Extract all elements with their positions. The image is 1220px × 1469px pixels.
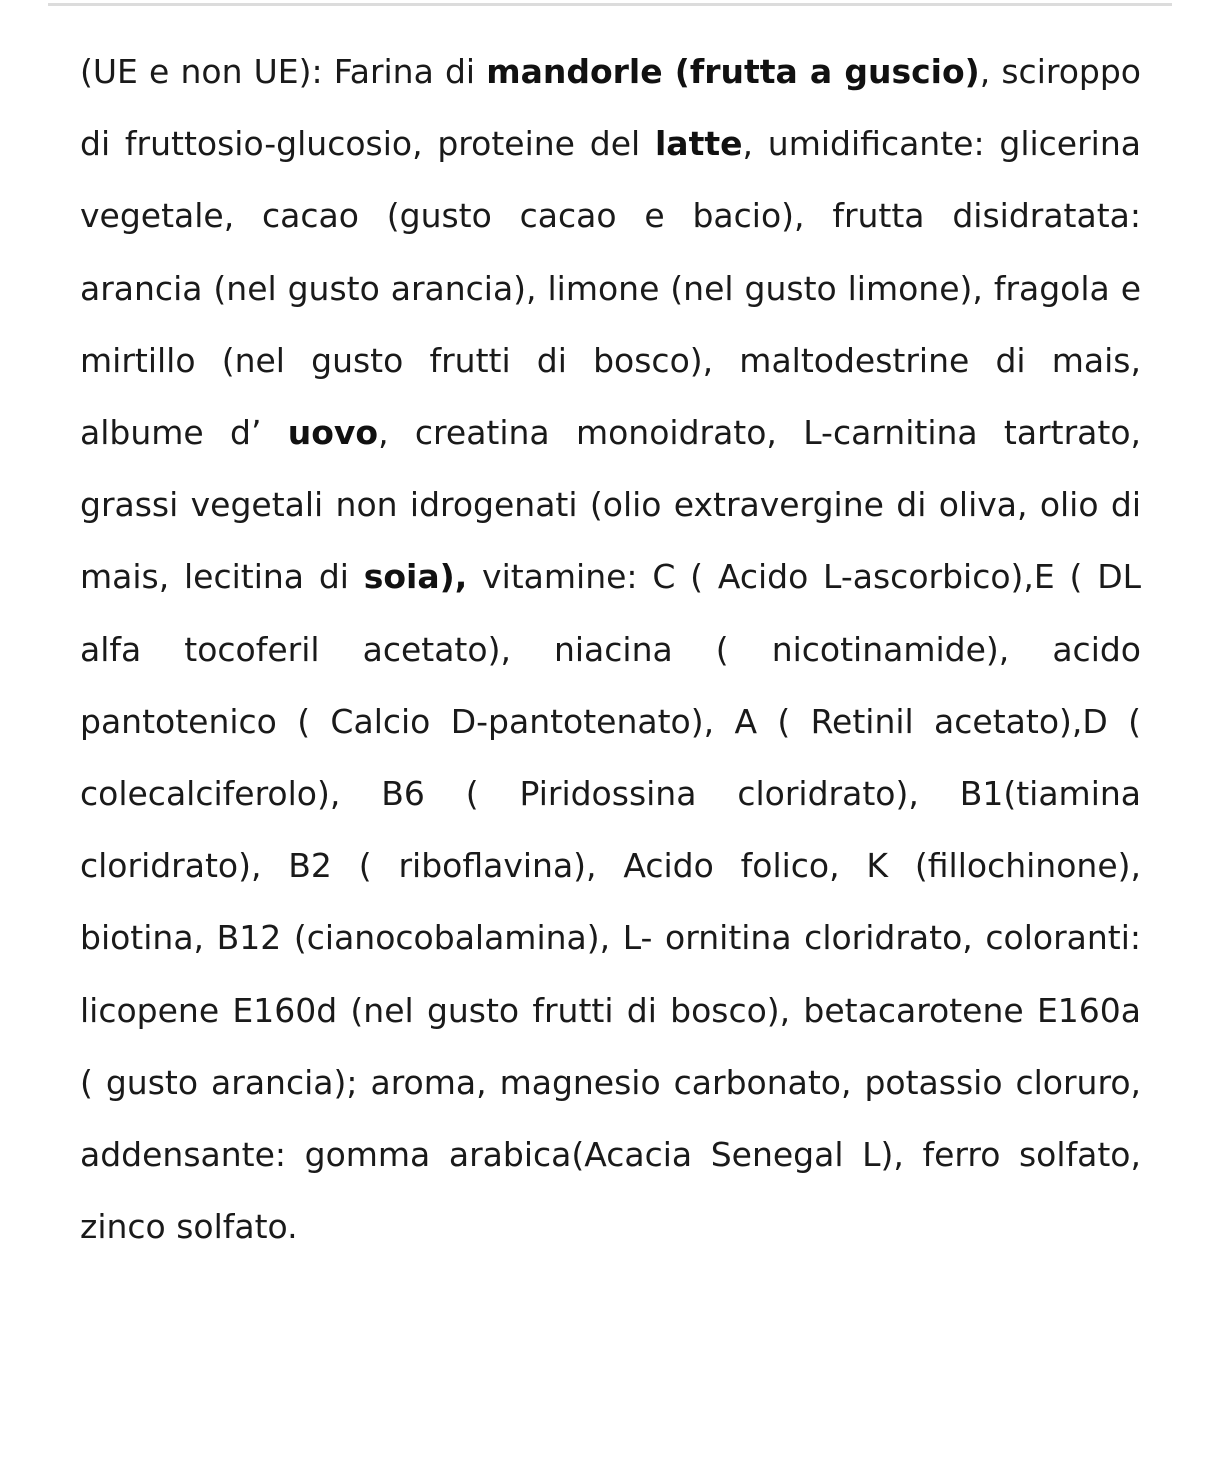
ingredients-text: vitamine: C ( Acido L-ascorbico),E ( DL alfa tocoferil acetato), niacina ( nicotinamide), acido pantotenico ( Calcio D-pantotenato), A ( Retinil acetato),D ( colecalciferolo), B6 ( Piridossina cloridrato), B1(tiamina cloridrato), B2 ( riboflavina), Acido folico, K (fillochinone), biotina, B12 (cianocobalamina), L- ornitina cloridrato, coloranti: licopene E160d (nel gusto frutti di bosco), betacarotene E160a ( gusto arancia); aroma, magnesio carbonato, potassio cloruro, addensante: gomma arabica(Acacia Senegal L), ferro solfato, zinco solfato. [80, 557, 1141, 1247]
allergen-almonds: mandorle (frutta a guscio) [486, 52, 980, 91]
top-divider [48, 3, 1172, 6]
ingredients-text: , creatina monoidrato, L-carnitina tartrato, grassi vegetali non idrogenati (olio extravergine di oliva, olio di mais, lecitina di [80, 413, 1141, 597]
allergen-soy: soia), [363, 557, 468, 597]
allergen-egg: uovo [287, 413, 379, 453]
ingredients-text: , umidificante: glicerina vegetale, cacao (gusto cacao e bacio), frutta disidratata: arancia (nel gusto arancia), limone (nel gusto limone), fragola e mirtillo (nel gusto frutti di bosco), maltodestrine di mais, albume d’ [80, 124, 1141, 453]
ingredients-paragraph [80, 36, 1141, 1263]
ingredients-text: , sciroppo di fruttosio-glucosio, proteine del [80, 52, 1141, 164]
ingredients-text: (UE e non UE): Farina di [80, 52, 487, 91]
allergen-milk: latte [655, 124, 743, 164]
